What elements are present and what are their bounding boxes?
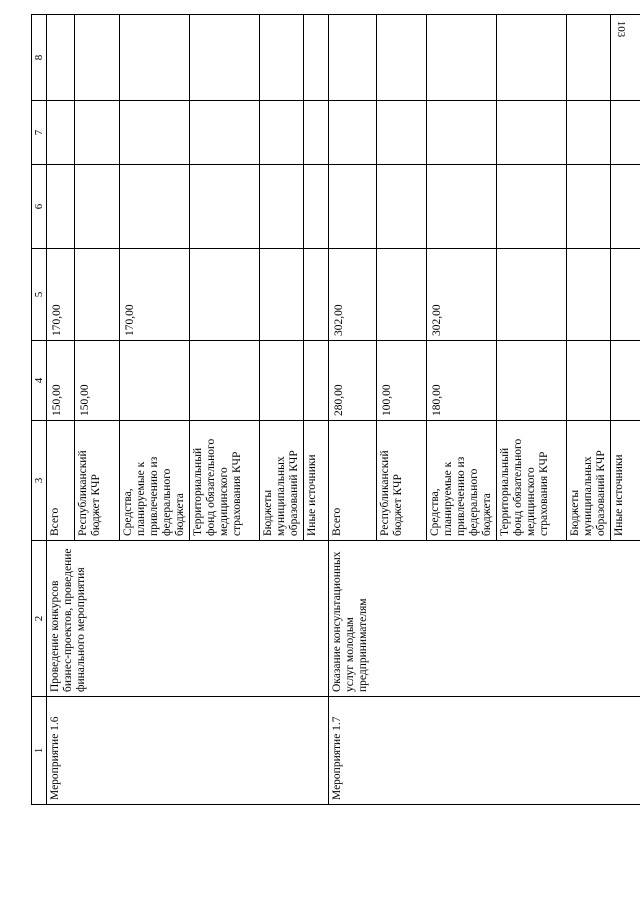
value-col5: 170,00 — [120, 249, 190, 341]
value-col6 — [329, 165, 377, 249]
column-number: 4 — [32, 341, 47, 421]
value-col6 — [304, 165, 329, 249]
value-col4 — [304, 341, 329, 421]
funding-source: Иные источники — [304, 421, 329, 541]
funding-source: Всего — [329, 421, 377, 541]
value-col7 — [120, 101, 190, 165]
table-row — [329, 15, 377, 805]
value-col5 — [377, 249, 427, 341]
value-col8 — [75, 15, 120, 101]
value-col8 — [329, 15, 377, 101]
page-number: 103 — [615, 20, 627, 38]
measure-label: Мероприятие 1.7 — [329, 697, 640, 805]
measure-description: Оказание консультационных услуг молодым предпринимателям — [329, 541, 640, 697]
funding-source: Территориальный фонд обязательного медицинского страхования КЧР — [190, 421, 260, 541]
value-col6 — [497, 165, 567, 249]
value-col6 — [377, 165, 427, 249]
value-col8 — [377, 15, 427, 101]
column-number: 7 — [32, 101, 47, 165]
value-col8 — [120, 15, 190, 101]
column-number-row — [32, 15, 47, 805]
funding-source: Всего — [47, 421, 75, 541]
value-col4: 150,00 — [75, 341, 120, 421]
value-col5: 302,00 — [427, 249, 497, 341]
funding-source: Средства, планируемые к привлечению из федерального бюджета — [120, 421, 190, 541]
budget-table — [31, 14, 640, 805]
funding-source: Иные источники — [611, 421, 640, 541]
column-number: 5 — [32, 249, 47, 341]
funding-source: Средства, планируемые к привлечению из федерального бюджета — [427, 421, 497, 541]
funding-source: Бюджеты муниципальных образований КЧР — [260, 421, 304, 541]
value-col6 — [427, 165, 497, 249]
value-col7 — [427, 101, 497, 165]
value-col7 — [497, 101, 567, 165]
value-col5 — [260, 249, 304, 341]
value-col4 — [611, 341, 640, 421]
value-col5 — [567, 249, 611, 341]
value-col8 — [190, 15, 260, 101]
value-col8 — [260, 15, 304, 101]
value-col8 — [427, 15, 497, 101]
value-col5: 170,00 — [47, 249, 75, 341]
value-col4: 280,00 — [329, 341, 377, 421]
column-number: 8 — [32, 15, 47, 101]
value-col5 — [611, 249, 640, 341]
value-col7 — [190, 101, 260, 165]
value-col4 — [120, 341, 190, 421]
value-col6 — [47, 165, 75, 249]
funding-source: Территориальный фонд обязательного медицинского страхования КЧР — [497, 421, 567, 541]
table-row — [47, 15, 75, 805]
funding-source: Республиканский бюджет КЧР — [377, 421, 427, 541]
value-col8 — [497, 15, 567, 101]
value-col6 — [260, 165, 304, 249]
rotated-page — [31, 15, 640, 805]
funding-source: Республиканский бюджет КЧР — [75, 421, 120, 541]
value-col4 — [190, 341, 260, 421]
value-col4 — [567, 341, 611, 421]
value-col8 — [611, 15, 640, 101]
value-col8 — [304, 15, 329, 101]
value-col7 — [377, 101, 427, 165]
value-col5: 302,00 — [329, 249, 377, 341]
funding-source: Бюджеты муниципальных образований КЧР — [567, 421, 611, 541]
column-number: 6 — [32, 165, 47, 249]
value-col5 — [497, 249, 567, 341]
value-col6 — [567, 165, 611, 249]
value-col5 — [190, 249, 260, 341]
value-col7 — [567, 101, 611, 165]
value-col7 — [304, 101, 329, 165]
value-col7 — [611, 101, 640, 165]
value-col6 — [190, 165, 260, 249]
value-col4 — [497, 341, 567, 421]
value-col7 — [75, 101, 120, 165]
value-col7 — [329, 101, 377, 165]
value-col6 — [120, 165, 190, 249]
value-col7 — [47, 101, 75, 165]
column-number: 1 — [32, 697, 47, 805]
measure-description: Проведение конкурсов бизнес-проектов, проведение финального мероприятия — [47, 541, 329, 697]
value-col6 — [75, 165, 120, 249]
value-col6 — [611, 165, 640, 249]
value-col4: 180,00 — [427, 341, 497, 421]
value-col8 — [567, 15, 611, 101]
column-number: 2 — [32, 541, 47, 697]
value-col7 — [260, 101, 304, 165]
value-col5 — [75, 249, 120, 341]
value-col4: 100,00 — [377, 341, 427, 421]
column-number: 3 — [32, 421, 47, 541]
value-col4 — [260, 341, 304, 421]
measure-label: Мероприятие 1.6 — [47, 697, 329, 805]
value-col5 — [304, 249, 329, 341]
value-col4: 150,00 — [47, 341, 75, 421]
value-col8 — [47, 15, 75, 101]
